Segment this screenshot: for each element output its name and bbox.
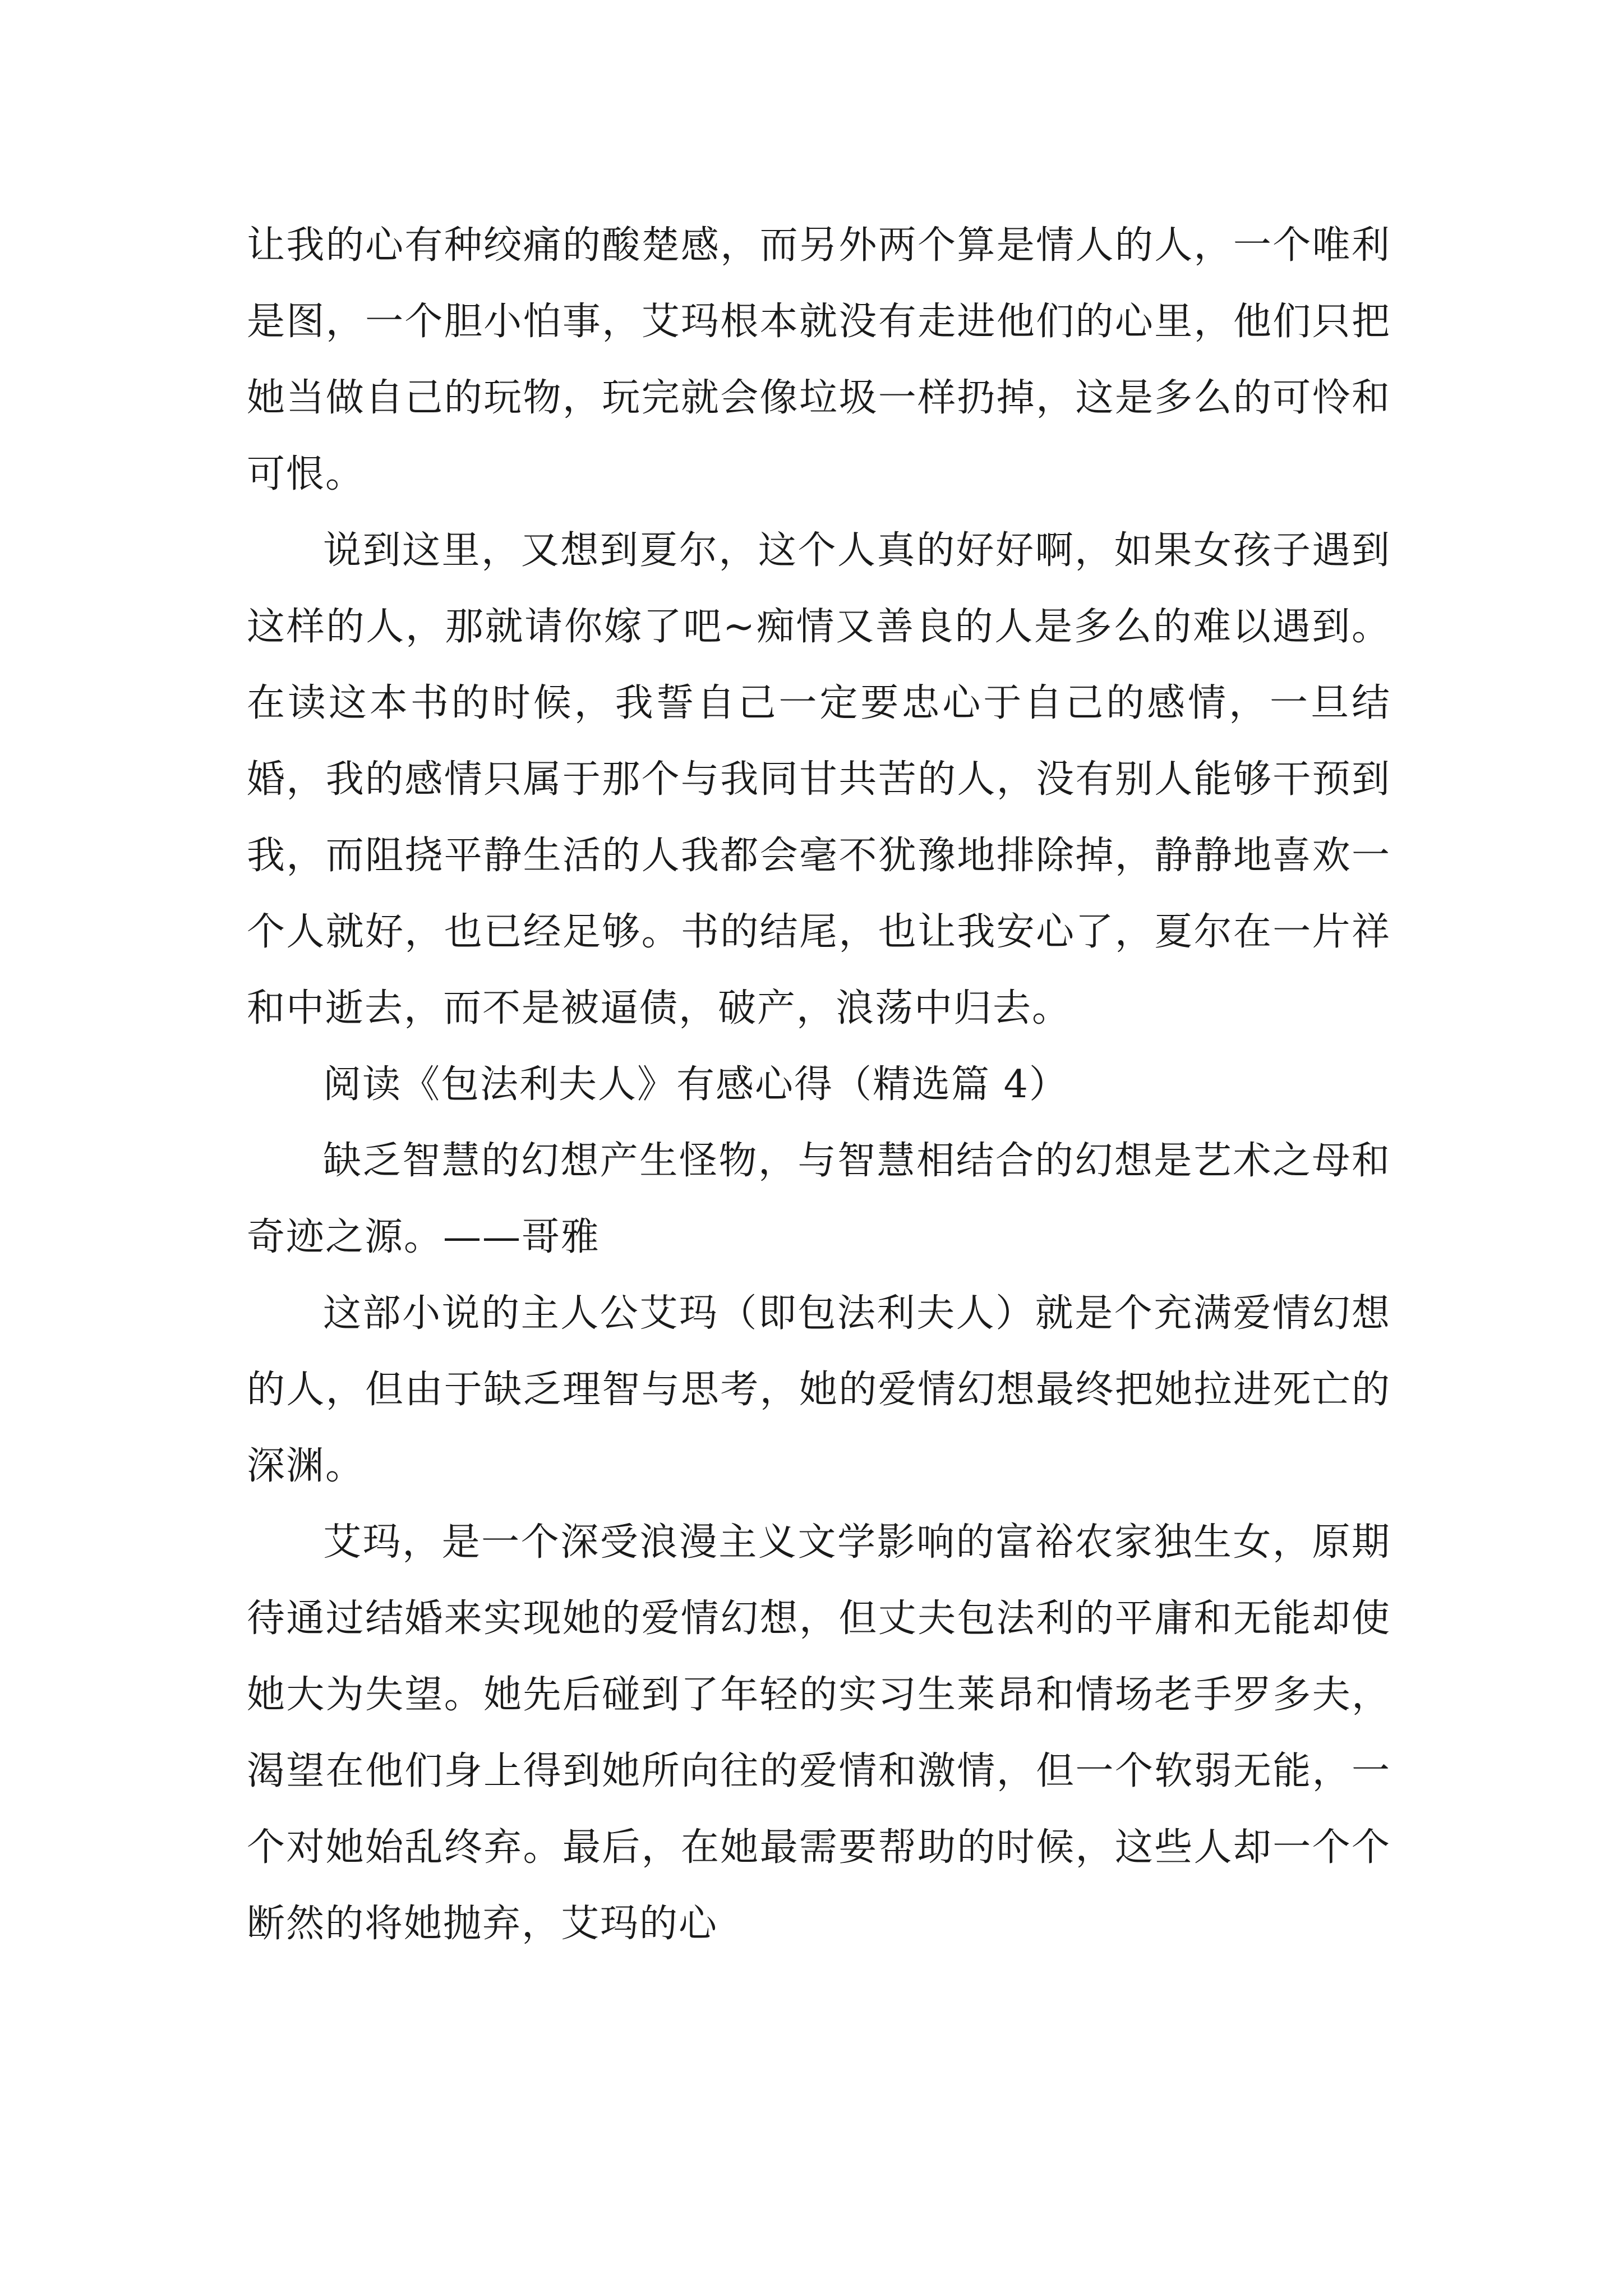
paragraph-continued: 让我的心有种绞痛的酸楚感，而另外两个算是情人的人，一个唯利是图，一个胆小怕事，艾玛根本就没有走进他们的心里，他们只把她当做自己的玩物，玩完就会像垃圾一样扔掉，这是多么的可怜和可恨。 — [247, 223, 1391, 496]
paragraph: 艾玛，是一个深受浪漫主义文学影响的富裕农家独生女，原期待通过结婚来实现她的爱情幻想，但丈夫包法利的平庸和无能却使她大为失望。她先后碰到了年轻的实习生莱昂和情场老手罗多夫，渴望在他们身上得到她所向往的爱情和激情，但一个软弱无能，一个对她始乱终弃。最后，在她最需要帮助的时候，这些人却一个个断然的将她抛弃，艾玛的心 — [247, 1520, 1391, 1946]
section-heading: 阅读《包法利夫人》有感心得（精选篇 4） — [323, 1062, 1068, 1107]
document-body — [247, 208, 1391, 1962]
epigraph-quote: 缺乏智慧的幻想产生怪物，与智慧相结合的幻想是艺术之母和奇迹之源。——哥雅 — [247, 1139, 1391, 1259]
paragraph: 这部小说的主人公艾玛（即包法利夫人）就是个充满爱情幻想的人，但由于缺乏理智与思考，她的爱情幻想最终把她拉进死亡的深渊。 — [247, 1291, 1391, 1488]
paragraph: 说到这里，又想到夏尔，这个人真的好好啊，如果女孩子遇到这样的人，那就请你嫁了吧~痴情又善良的人是多么的难以遇到。在读这本书的时候，我誓自己一定要忠心于自己的感情，一旦结婚，我的感情只属于那个与我同甘共苦的人，没有别人能够干预到我，而阻挠平静生活的人我都会毫不犹豫地排除掉，静静地喜欢一个人就好，也已经足够。书的结尾，也让我安心了，夏尔在一片祥和中逝去，而不是被逼债，破产，浪荡中归去。 — [247, 528, 1391, 1030]
